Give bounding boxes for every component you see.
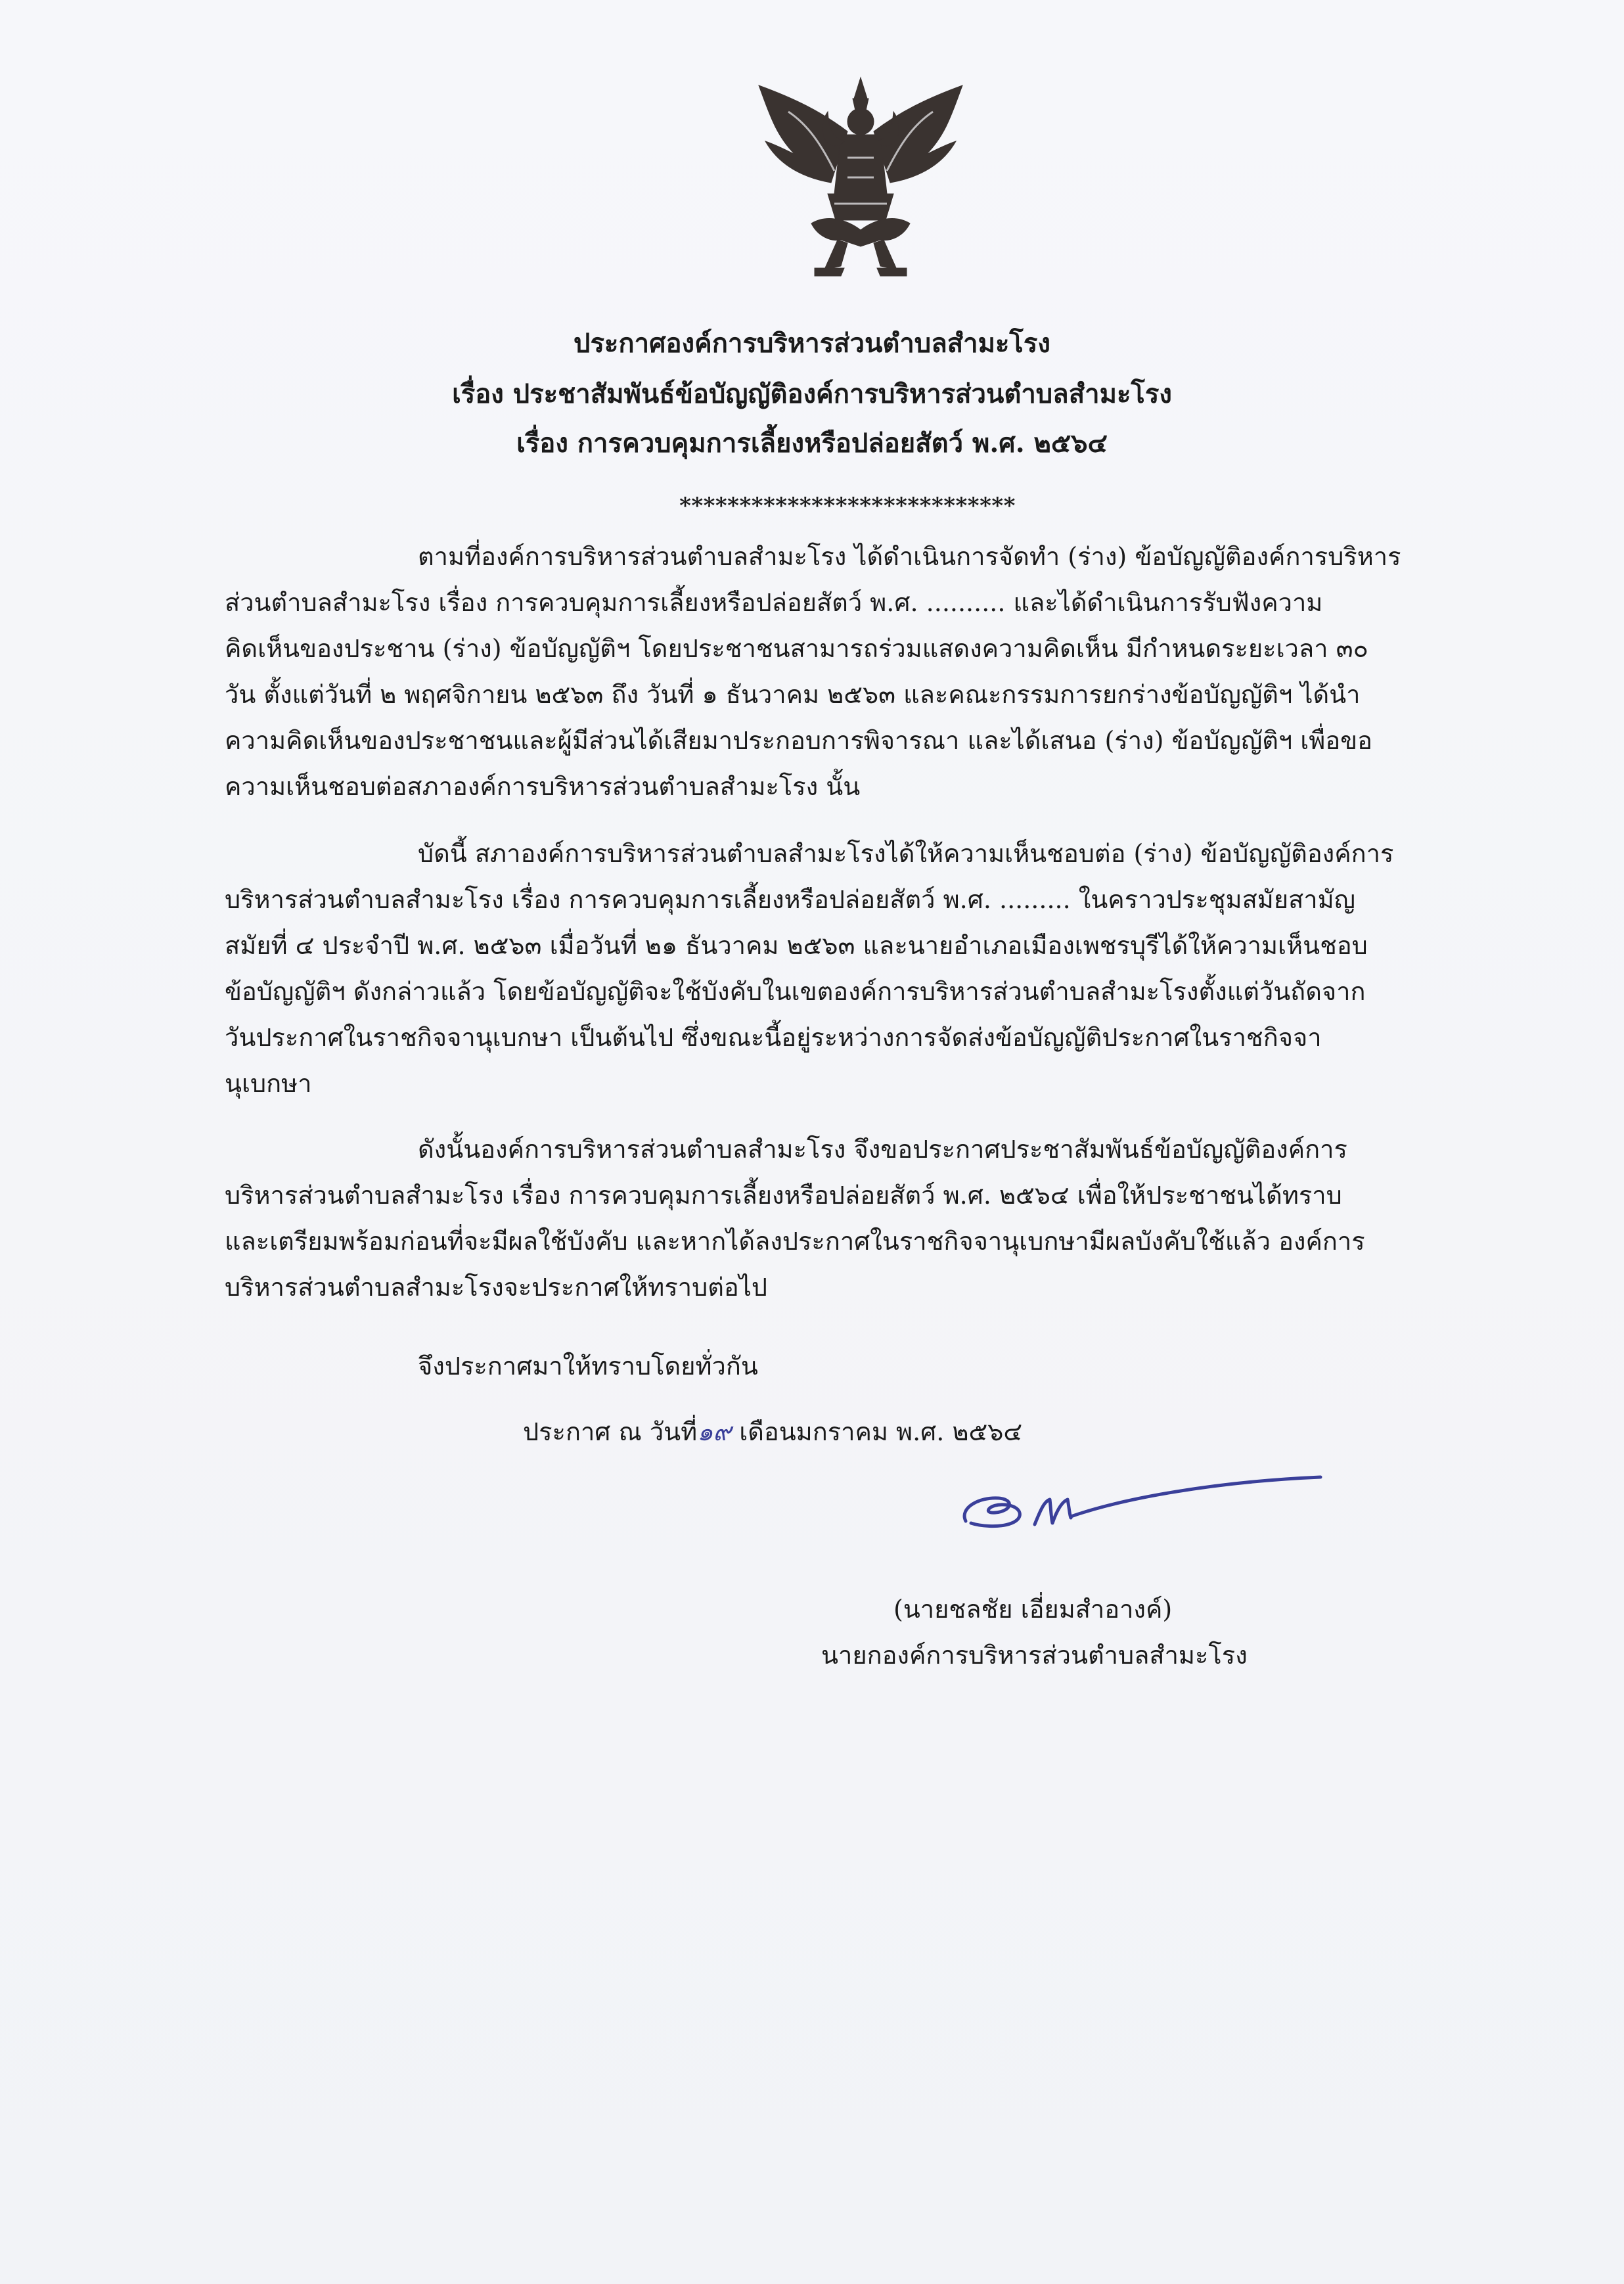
- paragraph-1-line: คิดเห็นของประชาน (ร่าง) ข้อบัญญัติฯ โดยประชาชนสามารถร่วมแสดงความคิดเห็น มีกำหนดระยะเวลา ๓๐: [225, 634, 1368, 663]
- paragraph-1-line: ความคิดเห็นของประชาชนและผู้มีส่วนได้เสียมาประกอบการพิจารณา และได้เสนอ (ร่าง) ข้อบัญญัติฯ เพื่อขอ: [225, 726, 1372, 755]
- date-prefix: ประกาศ ณ วันที่: [523, 1417, 698, 1446]
- closing-text: จึงประกาศมาให้ทราบโดยทั่วกัน: [418, 1352, 758, 1381]
- paragraph-2-line: สมัยที่ ๔ ประจำปี พ.ศ. ๒๕๖๓ เมื่อวันที่ ๒๑ ธันวาคม ๒๕๖๓ และนายอำเภอเมืองเพชรบุรีได้ให้ความเห็นชอบ: [225, 931, 1368, 960]
- paragraph-1-line: ตามที่องค์การบริหารส่วนตำบลสำมะโรง ได้ดำเนินการจัดทำ (ร่าง) ข้อบัญญัติองค์การบริหาร: [418, 542, 1401, 571]
- paragraph-1-line: วัน ตั้งแต่วันที่ ๒ พฤศจิกายน ๒๕๖๓ ถึง วันที่ ๑ ธันวาคม ๒๕๖๓ และคณะกรรมการยกร่างข้อบัญญัติฯ ได้นำ: [225, 680, 1361, 709]
- signatory-name: (นายชลชัย เอี่ยมสำอางค์): [893, 1595, 1173, 1624]
- date-day-handwritten: ๑๙: [697, 1417, 732, 1446]
- garuda-emblem-icon: [749, 72, 972, 289]
- paragraph-3-line: บริหารส่วนตำบลสำมะโรง เรื่อง การควบคุมการเลี้ยงหรือปล่อยสัตว์ พ.ศ. ๒๕๖๔ เพื่อให้ประชาชนได้ทราบ: [225, 1181, 1342, 1210]
- announcement-date: [523, 1419, 1022, 1444]
- paragraph-1-line: ความเห็นชอบต่อสภาองค์การบริหารส่วนตำบลสำมะโรง นั้น: [225, 772, 861, 801]
- paragraph-3-line: และเตรียมพร้อมก่อนที่จะมีผลใช้บังคับ และหากได้ลงประกาศในราชกิจจานุเบกษามีผลบังคับใช้แล้ว องค์การ: [225, 1227, 1365, 1256]
- paragraph-2-line: นุเบกษา: [225, 1069, 312, 1098]
- signatory-position: นายกองค์การบริหารส่วนตำบลสำมะโรง: [821, 1641, 1248, 1670]
- paragraph-3-line: ดังนั้นองค์การบริหารส่วนตำบลสำมะโรง จึงขอประกาศประชาสัมพันธ์ข้อบัญญัติองค์การ: [418, 1135, 1347, 1164]
- paragraph-2-line: บัดนี้ สภาองค์การบริหารส่วนตำบลสำมะโรงได้ให้ความเห็นชอบต่อ (ร่าง) ข้อบัญญัติองค์การ: [418, 839, 1394, 868]
- paragraph-2-line: ข้อบัญญัติฯ ดังกล่าวแล้ว โดยข้อบัญญัติจะใช้บังคับในเขตองค์การบริหารส่วนตำบลสำมะโรงตั้งแต่วันถัดจาก: [225, 977, 1366, 1006]
- handwritten-signature: [953, 1446, 1334, 1551]
- separator-line: ****************************: [679, 493, 1016, 519]
- paragraph-2-line: วันประกาศในราชกิจจานุเบกษา เป็นต้นไป ซึ่งขณะนี้อยู่ระหว่างการจัดส่งข้อบัญญัติประกาศในราชกิจจา: [225, 1023, 1322, 1052]
- announcement-title: ประกาศองค์การบริหารส่วนตำบลสำมะโรง: [574, 328, 1050, 359]
- paragraph-3-line: บริหารส่วนตำบลสำมะโรงจะประกาศให้ทราบต่อไป: [225, 1273, 767, 1302]
- paragraph-2-line: บริหารส่วนตำบลสำมะโรง เรื่อง การควบคุมการเลี้ยงหรือปล่อยสัตว์ พ.ศ. ......... ในคราวประชุมสมัยสามัญ: [225, 885, 1356, 914]
- date-suffix: เดือนมกราคม พ.ศ. ๒๕๖๔: [731, 1417, 1023, 1446]
- announcement-sub-subject: เรื่อง การควบคุมการเลี้ยงหรือปล่อยสัตว์ พ.ศ. ๒๕๖๔: [516, 428, 1108, 459]
- paragraph-1-line: ส่วนตำบลสำมะโรง เรื่อง การควบคุมการเลี้ยงหรือปล่อยสัตว์ พ.ศ. .......... และได้ดำเนินการรับฟังความ: [225, 588, 1323, 617]
- announcement-subject: เรื่อง ประชาสัมพันธ์ข้อบัญญัติองค์การบริหารส่วนตำบลสำมะโรง: [452, 378, 1172, 409]
